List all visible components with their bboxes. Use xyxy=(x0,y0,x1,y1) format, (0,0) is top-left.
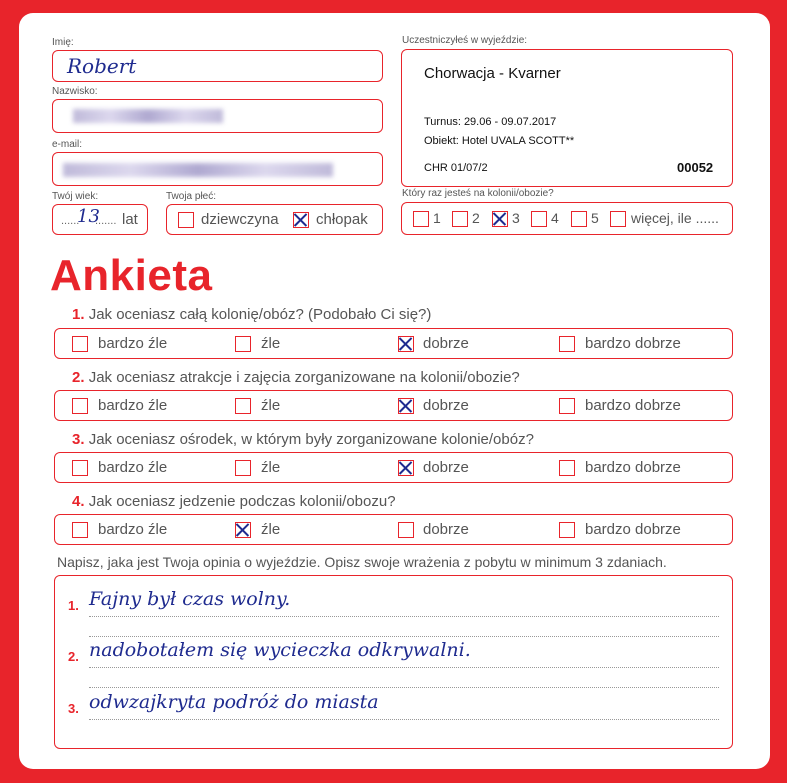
age-suffix: ....... xyxy=(95,215,117,227)
opinion-line-2-rule xyxy=(89,667,719,668)
q3-option-bad: źle xyxy=(261,459,281,476)
question-3-text: Jak oceniasz ośrodek, w którym były zorganizowane kolonie/obóz? xyxy=(88,431,534,448)
trip-box xyxy=(401,49,733,187)
age-value: 13 xyxy=(77,206,100,227)
q4-option-very-good: bardzo dobrze xyxy=(585,521,681,538)
question-1 xyxy=(72,306,431,323)
opinion-line-3-rule xyxy=(89,719,719,720)
times-option-1: 1 xyxy=(433,210,441,226)
q1-option-very-good: bardzo dobrze xyxy=(585,335,681,352)
trip-destination: Chorwacja - Kvarner xyxy=(424,65,561,82)
q1-option-good: dobrze xyxy=(423,335,469,352)
times-checkbox-1[interactable] xyxy=(413,211,429,227)
age-field[interactable] xyxy=(52,204,148,235)
q3-checkbox-good[interactable] xyxy=(398,460,414,476)
times-option-4: 4 xyxy=(551,210,559,226)
survey-title: Ankieta xyxy=(50,251,213,300)
name-value: Robert xyxy=(67,54,137,78)
trip-code: CHR 01/07/2 xyxy=(424,162,488,174)
answer-row-3 xyxy=(54,452,733,483)
gender-option-boy: chłopak xyxy=(316,211,368,228)
q2-option-good: dobrze xyxy=(423,397,469,414)
opinion-line-1-rule xyxy=(89,616,719,617)
times-option-3: 3 xyxy=(512,210,520,226)
q3-option-good: dobrze xyxy=(423,459,469,476)
times-option-more: więcej, ile ...... xyxy=(631,210,719,226)
survey-sheet xyxy=(19,13,770,769)
times-checkbox-5[interactable] xyxy=(571,211,587,227)
opinion-line-1-number: 1. xyxy=(68,598,79,613)
q3-checkbox-very-bad[interactable] xyxy=(72,460,88,476)
opinion-line-1-text: Fajny był czas wolny. xyxy=(89,588,291,610)
gender-label: Twoja płeć: xyxy=(166,191,217,202)
opinion-line-3-text: odwzajkryta podróż do miasta xyxy=(89,691,379,713)
q4-checkbox-very-good[interactable] xyxy=(559,522,575,538)
answer-row-4 xyxy=(54,514,733,545)
gender-option-girl: dziewczyna xyxy=(201,211,279,228)
times-checkbox-4[interactable] xyxy=(531,211,547,227)
q4-checkbox-bad[interactable] xyxy=(235,522,251,538)
q4-option-bad: źle xyxy=(261,521,281,538)
question-1-number: 1. xyxy=(72,306,85,323)
q2-option-very-good: bardzo dobrze xyxy=(585,397,681,414)
q3-option-very-good: bardzo dobrze xyxy=(585,459,681,476)
q3-checkbox-bad[interactable] xyxy=(235,460,251,476)
q3-checkbox-very-good[interactable] xyxy=(559,460,575,476)
q1-option-very-bad: bardzo źle xyxy=(98,335,168,352)
times-checkbox-3[interactable] xyxy=(492,211,508,227)
question-1-text: Jak oceniasz całą kolonię/obóz? (Podobało Ci się?) xyxy=(88,306,432,323)
q1-checkbox-very-bad[interactable] xyxy=(72,336,88,352)
surname-label: Nazwisko: xyxy=(52,86,98,97)
q4-checkbox-good[interactable] xyxy=(398,522,414,538)
times-checkbox-more[interactable] xyxy=(610,211,626,227)
trip-number: 00052 xyxy=(677,160,714,175)
gender-checkbox-girl[interactable] xyxy=(178,212,194,228)
q1-checkbox-good[interactable] xyxy=(398,336,414,352)
question-3 xyxy=(72,431,534,448)
age-label: Twój wiek: xyxy=(52,191,99,202)
question-2-number: 2. xyxy=(72,369,85,386)
q2-checkbox-very-bad[interactable] xyxy=(72,398,88,414)
name-label: Imię: xyxy=(52,37,74,48)
email-redacted xyxy=(63,163,333,177)
opinion-line-3-number: 3. xyxy=(68,701,79,716)
gender-checkbox-boy[interactable] xyxy=(293,212,309,228)
q2-checkbox-good[interactable] xyxy=(398,398,414,414)
q2-option-very-bad: bardzo źle xyxy=(98,397,168,414)
trip-obiekt: Obiekt: Hotel UVALA SCOTT** xyxy=(424,135,575,147)
q4-checkbox-very-bad[interactable] xyxy=(72,522,88,538)
age-unit: lat xyxy=(122,211,138,228)
q1-option-bad: źle xyxy=(261,335,281,352)
question-4-number: 4. xyxy=(72,493,85,510)
times-option-2: 2 xyxy=(472,210,480,226)
times-option-5: 5 xyxy=(591,210,599,226)
times-field xyxy=(401,202,733,235)
times-checkbox-2[interactable] xyxy=(452,211,468,227)
opinion-line-2-number: 2. xyxy=(68,649,79,664)
q2-checkbox-bad[interactable] xyxy=(235,398,251,414)
opinion-line-2-text: nadobotałem się wycieczka odkrywalni. xyxy=(89,639,471,661)
email-label: e-mail: xyxy=(52,139,83,150)
name-field[interactable] xyxy=(52,50,383,82)
surname-redacted xyxy=(73,109,223,123)
trip-label: Uczestniczyłeś w wyjeździe: xyxy=(402,35,528,46)
question-4 xyxy=(72,493,396,510)
q2-option-bad: źle xyxy=(261,397,281,414)
opinion-prompt: Napisz, jaka jest Twoja opinia o wyjeździe. Opisz swoje wrażenia z pobytu w minimum 3 zdaniach. xyxy=(57,554,667,570)
question-4-text: Jak oceniasz jedzenie podczas kolonii/obozu? xyxy=(88,493,396,510)
question-2 xyxy=(72,369,520,386)
q4-option-very-bad: bardzo źle xyxy=(98,521,168,538)
opinion-box[interactable] xyxy=(54,575,733,749)
opinion-rule xyxy=(89,636,719,637)
q1-checkbox-very-good[interactable] xyxy=(559,336,575,352)
answer-row-1 xyxy=(54,328,733,359)
q4-option-good: dobrze xyxy=(423,521,469,538)
q1-checkbox-bad[interactable] xyxy=(235,336,251,352)
surname-field[interactable] xyxy=(52,99,383,133)
trip-turnus: Turnus: 29.06 - 09.07.2017 xyxy=(424,116,557,128)
times-label: Który raz jesteś na kolonii/obozie? xyxy=(402,188,554,199)
email-field[interactable] xyxy=(52,152,383,186)
answer-row-2 xyxy=(54,390,733,421)
q2-checkbox-very-good[interactable] xyxy=(559,398,575,414)
opinion-rule xyxy=(89,687,719,688)
age-prefix: ...... xyxy=(61,215,80,227)
question-3-number: 3. xyxy=(72,431,85,448)
question-2-text: Jak oceniasz atrakcje i zajęcia zorganizowane na kolonii/obozie? xyxy=(88,369,520,386)
gender-field xyxy=(166,204,383,235)
q3-option-very-bad: bardzo źle xyxy=(98,459,168,476)
